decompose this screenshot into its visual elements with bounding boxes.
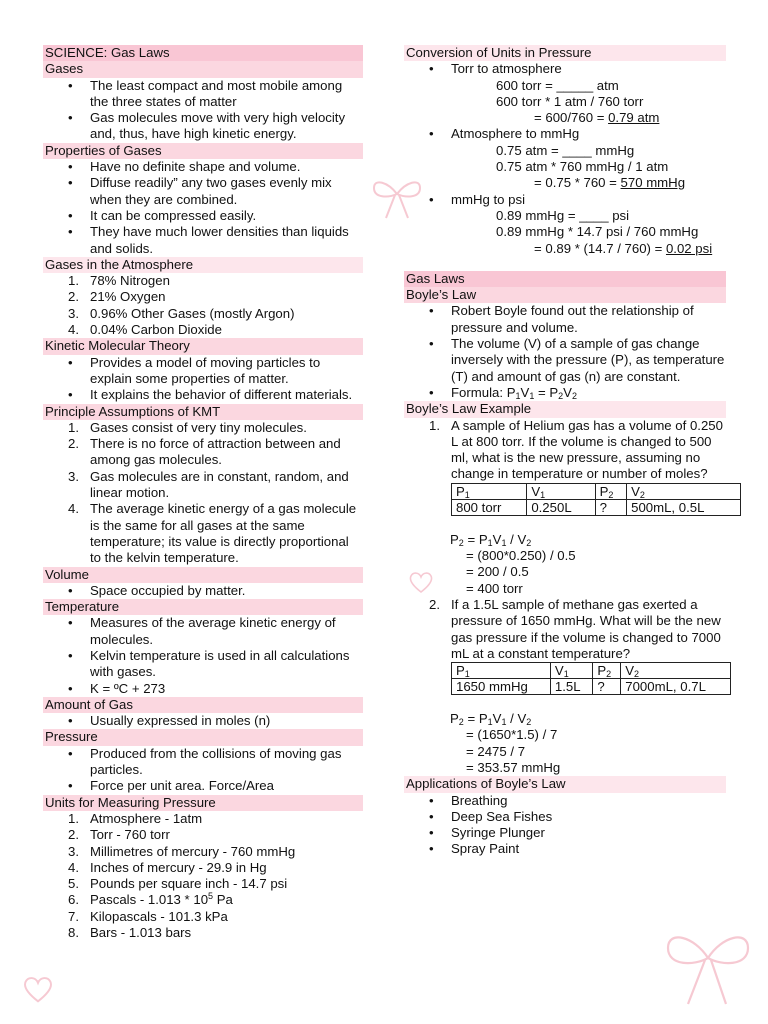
list-item: 6. Pascals - $1.013 * 10^5$ Pa <box>68 891 233 908</box>
list-item: • Spray Paint <box>404 841 726 857</box>
list-item: • Robert Boyle found out the relationship of pressure and volume. <box>404 303 726 336</box>
section-header-example: Boyle’s Law Example <box>404 401 726 417</box>
list-item: 3. 0.96% Other Gases (mostly Argon) <box>68 305 295 321</box>
list-item: 3. Gas molecules are in constant, random, and linear motion. <box>68 468 349 501</box>
ribbon-bow-icon <box>660 920 756 1010</box>
section-header-temperature: Temperature <box>43 599 363 615</box>
document-title: SCIENCE: Gas Laws <box>43 45 363 61</box>
list-item: • Produced from the collisions of moving gas particles. <box>43 746 363 779</box>
table-cell: 7000mL, 0.7L <box>621 679 731 695</box>
section-header-pressure: Pressure <box>43 729 363 745</box>
list-item: • Diffuse readily” any two gases evenly mix when they are combined. <box>43 175 363 208</box>
section-header-kmt: Kinetic Molecular Theory <box>43 338 363 354</box>
list-item: 4. Inches of mercury - 29.9 in Hg <box>68 859 267 875</box>
right-column <box>404 45 726 858</box>
list-item: 1. Atmosphere - 1atm <box>68 810 203 826</box>
list-item: 8. Bars - 1.013 bars <box>68 925 192 941</box>
section-header-conversion: Conversion of Units in Pressure <box>404 45 726 61</box>
list-item: • mmHg to psi <box>404 192 726 208</box>
list-item: • Torr to atmosphere <box>404 61 726 77</box>
solution: $P_2 = P_1V_1 / V_2$ = (800*0.250) / 0.5 = 200 / 0.5 = 400 torr <box>450 531 576 596</box>
list-item: 1. Gases consist of very tiny molecules. <box>68 419 307 435</box>
section-header-units: Units for Measuring Pressure <box>43 795 363 811</box>
list-item: • Deep Sea Fishes <box>404 809 726 825</box>
table-cell: 500mL, 0.5L <box>627 499 741 515</box>
list-item: • Formula: $P_1V_1 = P_2V_2$ <box>404 385 726 401</box>
table-cell: 1.5L <box>550 679 592 695</box>
list-item: • Atmosphere to mmHg <box>404 126 726 142</box>
section-header-gases: Gases <box>43 61 363 77</box>
list-item: • Usually expressed in moles (n) <box>43 713 363 729</box>
list-item: 3. Millimetres of mercury - 760 mmHg <box>68 843 296 859</box>
solution: $P_2 = P_1V_1 / V_2$ = (1650*1.5) / 7 = 2475 / 7 = 353.57 mmHg <box>450 711 561 775</box>
heart-icon <box>22 974 54 1004</box>
section-header-atmosphere: Gases in the Atmosphere <box>43 257 363 273</box>
data-table: $P_1$ $V_1$ $P_2$ $V_2$ 1650 mmHg 1.5L ? 7000mL, 0.7L <box>451 662 731 695</box>
list-item: • Provides a model of moving particles to explain some properties of matter. <box>43 355 363 388</box>
list-item: 4. The average kinetic energy of a gas molecule is the same for all gases at the same temperature; its value is directly proportional to the kelvin temperature. <box>68 501 357 566</box>
list-item: • Breathing <box>404 793 726 809</box>
list-item: 1. 78% Nitrogen <box>68 273 170 289</box>
calc-line: = 0.89 * (14.7 / 760) = 0.02 psi <box>534 240 713 256</box>
list-item: • It explains the behavior of different materials. <box>43 387 363 403</box>
section-header-volume: Volume <box>43 567 363 583</box>
section-header-amount: Amount of Gas <box>43 697 363 713</box>
section-header-applications: Applications of Boyle’s Law <box>404 776 726 792</box>
table-cell: ? <box>595 499 627 515</box>
table-cell: 1650 mmHg <box>452 679 551 695</box>
calc-line: 0.75 atm = ____ mmHg <box>496 142 635 158</box>
calc-line: 0.89 mmHg * 14.7 psi / 760 mmHg <box>496 224 699 240</box>
list-item: • It can be compressed easily. <box>43 208 363 224</box>
calc-line: 600 torr * 1 atm / 760 torr <box>496 93 644 109</box>
left-column <box>43 45 363 941</box>
list-item: • The least compact and most mobile among the three states of matter <box>43 78 363 111</box>
section-header-properties: Properties of Gases <box>43 143 363 159</box>
list-item: • Have no definite shape and volume. <box>43 159 363 175</box>
list-item: 2. 21% Oxygen <box>68 289 166 305</box>
table-cell: 800 torr <box>452 499 527 515</box>
list-item: 5. Pounds per square inch - 14.7 psi <box>68 876 288 892</box>
list-item: • Space occupied by matter. <box>43 583 363 599</box>
list-item: 2. If a 1.5L sample of methane gas exerted a pressure of 1650 mmHg. What will be the new gas pressure if the volume is changed to 7000 mL at a constant temperature? <box>429 596 721 661</box>
list-item: • Gas molecules move with very high velocity and, thus, have high kinetic energy. <box>43 110 363 143</box>
list-item: 2. There is no force of attraction between and among gas molecules. <box>68 436 341 468</box>
section-header-assumptions: Principle Assumptions of KMT <box>43 404 363 420</box>
list-item: • Kelvin temperature is used in all calculations with gases. <box>43 648 363 681</box>
table-cell: 0.250L <box>527 499 595 515</box>
section-header-boyle: Boyle’s Law <box>404 287 726 303</box>
list-item: 2. Torr - 760 torr <box>68 827 170 843</box>
list-item: • Syringe Plunger <box>404 825 726 841</box>
calc-line: 0.75 atm * 760 mmHg / 1 atm <box>496 159 669 175</box>
calc-line: 600 torr = _____ atm <box>496 77 619 93</box>
section-header-gas-laws: Gas Laws <box>404 271 726 287</box>
list-item: 4. 0.04% Carbon Dioxide <box>68 322 222 338</box>
calc-line: = 600/760 = 0.79 atm <box>534 110 660 126</box>
data-table: $P_1$ $V_1$ $P_2$ $V_2$ 800 torr 0.250L ? 500mL, 0.5L <box>451 483 741 516</box>
list-item: 7. Kilopascals - 101.3 kPa <box>68 908 228 924</box>
list-item: • They have much lower densities than liquids and solids. <box>43 224 363 257</box>
table-cell: ? <box>593 679 621 695</box>
calc-line: = 0.75 * 760 = 570 mmHg <box>534 175 686 191</box>
list-item: • Measures of the average kinetic energy of molecules. <box>43 615 363 648</box>
list-item: • K = ºC + 273 <box>43 681 363 697</box>
list-item: • Force per unit area. Force/Area <box>43 778 363 794</box>
list-item: • The volume (V) of a sample of gas change inversely with the pressure (P), as temperature (T) and amount of gas (n) are constant. <box>404 336 726 385</box>
calc-line: 0.89 mmHg = ____ psi <box>496 207 630 223</box>
list-item: 1. A sample of Helium gas has a volume of 0.250 L at 800 torr. If the volume is changed to 500 ml, what is the new pressure, assuming no change in temperature or number of moles? <box>429 417 723 482</box>
